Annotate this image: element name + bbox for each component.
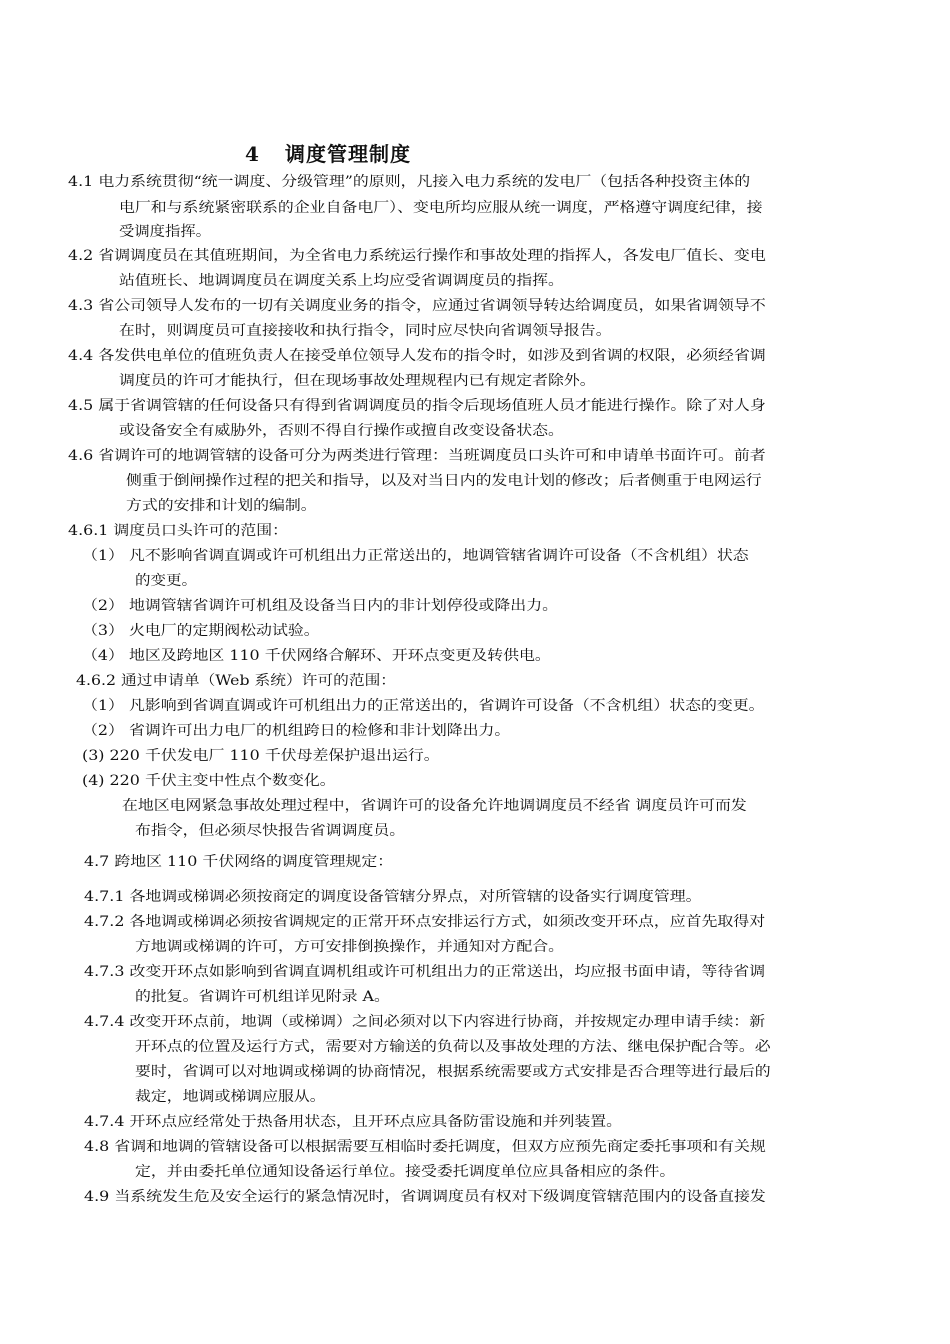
text-line: 4.8 省调和地调的管辖设备可以根据需要互相临时委托调度，但双方应预先商定委托事项和有关规 bbox=[84, 1139, 766, 1155]
text-line: （4） 地区及跨地区 110 千伏网络合解环、开环点变更及转供电。 bbox=[82, 648, 551, 664]
text-line: (4) 220 千伏主变中性点个数变化。 bbox=[82, 773, 336, 789]
text-line: 受调度指挥。 bbox=[119, 224, 212, 240]
text-line: 站值班长、地调调度员在调度关系上均应受省调调度员的指挥。 bbox=[119, 273, 564, 289]
text-line: 4.7.3 改变开环点如影响到省调直调机组或许可机组出力的正常送出，均应报书面申请，等待省调 bbox=[84, 964, 766, 980]
section-number: 4 bbox=[245, 142, 260, 166]
text-line: （2） 省调许可出力电厂的机组跨日的检修和非计划降出力。 bbox=[82, 723, 511, 739]
section-heading bbox=[245, 138, 411, 167]
text-line: 4.4 各发供电单位的值班负责人在接受单位领导人发布的指令时，如涉及到省调的权限，必须经省调 bbox=[68, 348, 766, 364]
text-line: 4.6.2 通过申请单（Web 系统）许可的范围： bbox=[76, 673, 397, 689]
text-line: 4.7.4 开环点应经常处于热备用状态，且开环点应具备防雷设施和并列装置。 bbox=[84, 1114, 623, 1130]
text-line: 布指令，但必须尽快报告省调调度员。 bbox=[135, 823, 406, 839]
text-line: 4.7.1 各地调或梯调必须按商定的调度设备管辖分界点，对所管辖的设备实行调度管理。 bbox=[84, 889, 702, 905]
text-line: 的变更。 bbox=[135, 573, 197, 589]
text-line: 要时，省调可以对地调或梯调的协商情况，根据系统需要或方式安排是否合理等进行最后的 bbox=[135, 1064, 771, 1080]
text-line: 在时，则调度员可直接接收和执行指令，同时应尽快向省调领导报告。 bbox=[119, 323, 612, 339]
text-line: 方式的安排和计划的编制。 bbox=[126, 498, 317, 514]
text-line: 4.6 省调许可的地调管辖的设备可分为两类进行管理：当班调度员口头许可和申请单书面许可。前者 bbox=[68, 448, 766, 464]
text-line: 开环点的位置及运行方式，需要对方输送的负荷以及事故处理的方法、继电保护配合等。必 bbox=[135, 1039, 771, 1055]
text-line: 裁定，地调或梯调应服从。 bbox=[135, 1089, 326, 1105]
text-line: （1） 凡影响到省调直调或许可机组出力的正常送出的，省调许可设备（不含机组）状态的变更。 bbox=[82, 698, 765, 714]
text-line: 4.7.2 各地调或梯调必须按省调规定的正常开环点安排运行方式，如须改变开环点，应首先取得对 bbox=[84, 914, 766, 930]
text-line: 或设备安全有威胁外，否则不得自行操作或擅自改变设备状态。 bbox=[119, 423, 564, 439]
text-line: 电厂和与系统紧密联系的企业自备电厂）、变电所均应服从统一调度，严格遵守调度纪律，接 bbox=[119, 200, 763, 216]
text-line: 调度员的许可才能执行，但在现场事故处理规程内已有规定者除外。 bbox=[119, 373, 596, 389]
text-line: 4.1 电力系统贯彻“统一调度、分级管理”的原则，凡接入电力系统的发电厂（包括各种投资主体的 bbox=[68, 174, 751, 190]
text-line: 定，并由委托单位通知设备运行单位。接受委托调度单位应具备相应的条件。 bbox=[135, 1164, 676, 1180]
text-line: 4.7.4 改变开环点前，地调（或梯调）之间必须对以下内容进行协商，并按规定办理申请手续：新 bbox=[84, 1014, 766, 1030]
text-line: 4.5 属于省调管辖的任何设备只有得到省调调度员的指令后现场值班人员才能进行操作。除了对人身 bbox=[68, 398, 766, 414]
text-line: 4.3 省公司领导人发布的一切有关调度业务的指令，应通过省调领导转达给调度员，如果省调领导不 bbox=[68, 298, 766, 314]
text-line: （3） 火电厂的定期阀松动试验。 bbox=[82, 623, 320, 639]
text-line: 4.2 省调调度员在其值班期间，为全省电力系统运行操作和事故处理的指挥人，各发电厂值长、变电 bbox=[68, 248, 766, 264]
text-line: 4.9 当系统发生危及安全运行的紧急情况时，省调调度员有权对下级调度管辖范围内的设备直接发 bbox=[84, 1189, 766, 1205]
text-line: 的批复。省调许可机组详见附录 A。 bbox=[135, 989, 390, 1005]
text-line: （2） 地调管辖省调许可机组及设备当日内的非计划停役或降出力。 bbox=[82, 598, 558, 614]
text-line: （1） 凡不影响省调直调或许可机组出力正常送出的，地调管辖省调许可设备（不含机组）状态 bbox=[82, 548, 749, 564]
text-line: 方地调或梯调的许可，方可安排倒换操作，并通知对方配合。 bbox=[135, 939, 565, 955]
text-line: 4.7 跨地区 110 千伏网络的调度管理规定： bbox=[84, 854, 394, 870]
text-line: 侧重于倒闸操作过程的把关和指导，以及对当日内的发电计划的修改；后者侧重于电网运行 bbox=[126, 473, 762, 489]
text-line: 在地区电网紧急事故处理过程中，省调许可的设备允许地调调度员不经省 调度员许可而发 bbox=[122, 798, 747, 814]
text-line: 4.6.1 调度员口头许可的范围： bbox=[68, 523, 288, 539]
section-title: 调度管理制度 bbox=[285, 142, 411, 166]
text-line: (3) 220 千伏发电厂 110 千伏母差保护退出运行。 bbox=[82, 748, 440, 764]
